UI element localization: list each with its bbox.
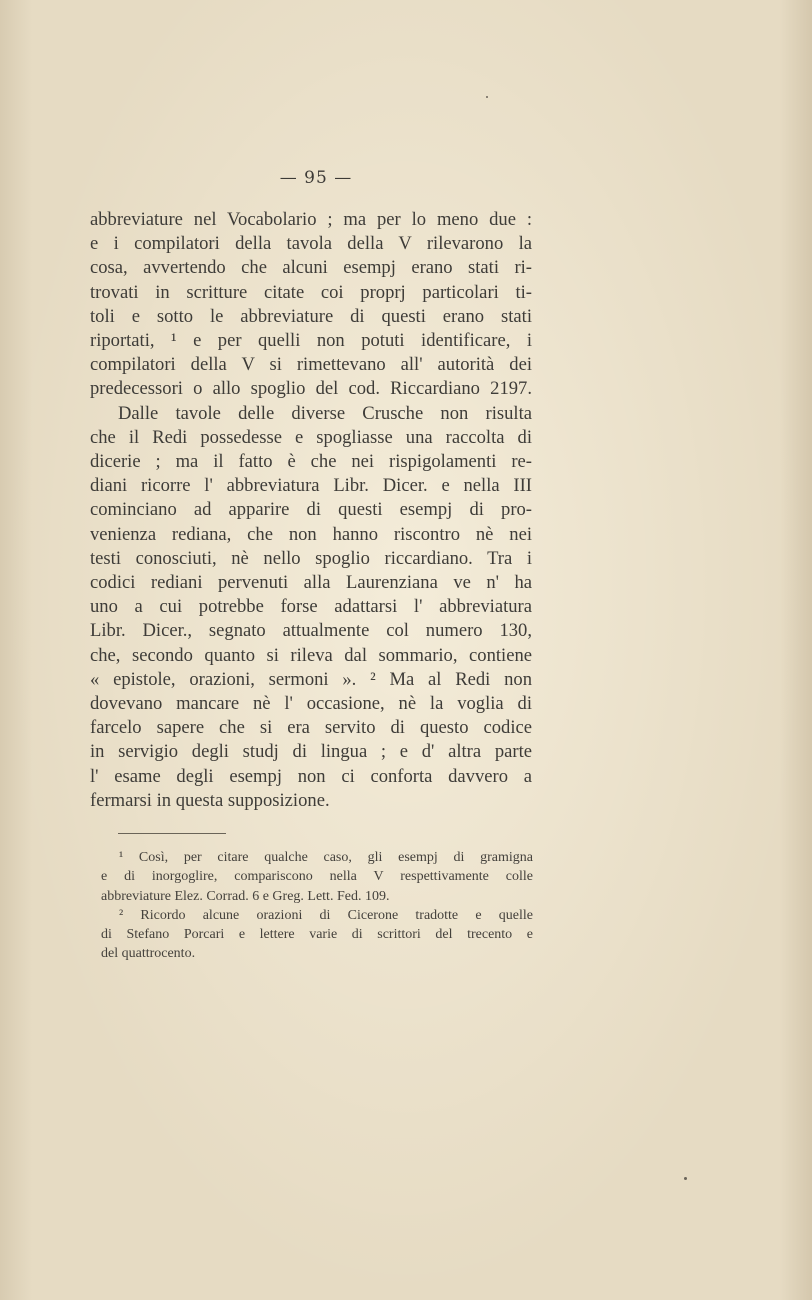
text-line: farcelo sapere che si era servito di questo codice xyxy=(90,717,532,739)
main-text xyxy=(90,208,532,813)
text-line: riportati, ¹ e per quelli non potuti identificare, i xyxy=(90,330,532,352)
text-line: trovati in scritture citate coi proprj particolari ti- xyxy=(90,281,532,303)
text-line: testi conosciuti, nè nello spoglio riccardiano. Tra i xyxy=(90,547,532,569)
text-line: che, secondo quanto si rileva dal sommario, contiene xyxy=(90,644,532,666)
text-line: cosa, avvertendo che alcuni esempj erano stati ri- xyxy=(90,257,532,279)
text-line: diani ricorre l' abbreviatura Libr. Dicer. e nella III xyxy=(90,475,532,497)
text-line: e i compilatori della tavola della V rilevarono la xyxy=(90,233,532,255)
footnote-line: ² Ricordo alcune orazioni di Cicerone tradotte e quelle xyxy=(119,907,533,923)
text-line: cominciano ad apparire di questi esempj di pro- xyxy=(90,499,532,521)
text-line: dicerie ; ma il fatto è che nei rispigolamenti re- xyxy=(90,451,532,473)
text-line: abbreviature nel Vocabolario ; ma per lo meno due : xyxy=(90,209,532,230)
text-line: « epistole, orazioni, sermoni ». ² Ma al Redi non xyxy=(90,668,532,690)
footnotes xyxy=(101,848,533,964)
text-line: che il Redi possedesse e spogliasse una raccolta di xyxy=(90,426,532,448)
paper-speck xyxy=(684,1177,687,1180)
text-line: toli e sotto le abbreviature di questi erano stati xyxy=(90,305,532,327)
text-line: compilatori della V si rimettevano all' autorità dei xyxy=(90,354,532,376)
footnote-line: di Stefano Porcari e lettere varie di scrittori del trecento e xyxy=(101,927,533,943)
text-line: Libr. Dicer., segnato attualmente col numero 130, xyxy=(90,620,532,642)
text-line: dovevano mancare nè l' occasione, nè la voglia di xyxy=(90,693,532,715)
footnote-line: abbreviature Elez. Corrad. 6 e Greg. Lett. Fed. 109. xyxy=(101,888,390,904)
paragraph-start-line: Dalle tavole delle diverse Crusche non risulta xyxy=(118,402,532,424)
footnote-line: del quattrocento. xyxy=(101,946,196,962)
paper-speck xyxy=(486,96,488,98)
text-line: predecessori o allo spoglio del cod. Riccardiano 2197. xyxy=(90,378,532,400)
text-line: uno a cui potrebbe forse adattarsi l' abbreviatura xyxy=(90,596,532,618)
text-line: l' esame degli esempj non ci conforta davvero a xyxy=(90,765,532,787)
text-line: codici rediani pervenuti alla Laurenziana ve n' ha xyxy=(90,572,532,594)
text-line: venienza rediana, che non hanno riscontro nè nei xyxy=(90,523,532,545)
footnote-line: e di inorgoglire, compariscono nella V respettivamente colle xyxy=(101,869,533,885)
footnote-separator xyxy=(118,833,226,834)
text-line: fermarsi in questa supposizione. xyxy=(90,789,330,811)
footnote-line: ¹ Così, per citare qualche caso, gli esempj di gramigna xyxy=(119,850,533,865)
text-line: in servigio degli studj di lingua ; e d' altra parte xyxy=(90,741,532,763)
page-number: — 95 — xyxy=(279,168,353,188)
